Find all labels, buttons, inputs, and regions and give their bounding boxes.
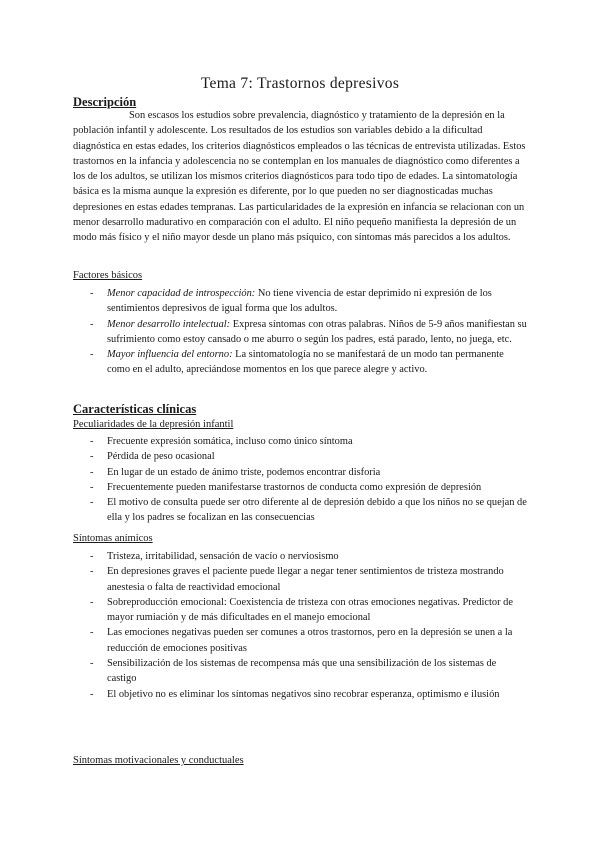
- list-item: [73, 625, 528, 656]
- dash-bullet: -: [90, 688, 94, 700]
- document-title: Tema 7: Trastornos depresivos: [200, 75, 400, 92]
- list-item: [73, 449, 528, 464]
- dash-bullet: -: [90, 436, 94, 447]
- list-item: [73, 656, 528, 687]
- list-item: [73, 465, 528, 480]
- dash-bullet: -: [90, 288, 94, 299]
- list-item: [73, 434, 528, 449]
- list-item-text: Las emociones negativas pueden ser comunes a otros trastornos, pero en la depresión se unen a la reducción de emociones positivas: [107, 627, 513, 654]
- subheading-animicos: Síntomas anímicos: [73, 533, 153, 544]
- list-item-text: Pérdida de peso ocasional: [107, 451, 215, 463]
- factor-term: Menor desarrollo intelectual:: [107, 318, 231, 330]
- list-item: [73, 317, 528, 348]
- peculiaridades-list: [73, 434, 528, 526]
- list-item: [73, 480, 528, 495]
- list-item-text: Tristeza, irritabilidad, sensación de vacío o nerviosismo: [107, 551, 339, 562]
- factores-list: [73, 286, 528, 378]
- section-heading-descripcion: Descripción: [73, 95, 137, 109]
- factor-term: Mayor influencia del entorno:: [107, 349, 233, 361]
- list-item: [73, 595, 528, 626]
- dash-bullet: -: [90, 481, 94, 493]
- list-item-text: Sensibilización de los sistemas de recompensa más que una sensibilización de los sistemas de castigo: [107, 658, 497, 685]
- factor-term: Menor capacidad de introspección:: [107, 288, 256, 299]
- section-heading-caracteristicas: Características clínicas: [73, 402, 197, 416]
- subheading-motivacionales: Síntomas motivacionales y conductuales: [73, 755, 244, 766]
- list-item: [73, 549, 528, 564]
- dash-bullet: -: [90, 497, 94, 509]
- list-item: [73, 286, 528, 317]
- descripcion-paragraph: Son escasos los estudios sobre prevalencia, diagnóstico y tratamiento de la depresión en la población infantil y adolescente. Los resultados de los estudios son variables debido a la dificultad diagnóstica en estas edades, los criterios diagnósticos empleados o las técnicas de entrevista utilizadas. Estos trastornos en la infancia y adolescencia no se contemplan en los manuales de diagnóstico como diferentes a los de los adultos, se utilizan los mismos criterios diagnósticos para todo tipo de edades. La sintomatología básica es la misma aunque la expresión es diferente, por lo que pueden no ser diagnosticadas muchas depresiones en estas edades tempranas. Las particularidades de la expresión en infancia se relacionan con un menor desarrollo madurativo en comparación con el adulto. El niño pequeño manifiesta la depresión de un modo más físico y el niño mayor desde un plano más psíquico, con síntomas más parecidos a los adultos.: [73, 110, 526, 244]
- list-item: [73, 564, 528, 595]
- dash-bullet: -: [90, 596, 94, 608]
- list-item: [73, 495, 528, 526]
- list-item-text: En depresiones graves el paciente puede llegar a negar tener sentimientos de tristeza mostrando anestesia o falta de reactividad emocional: [107, 566, 504, 593]
- subheading-factores: Factores básicos: [73, 270, 143, 281]
- factor-text: La sintomatología no se manifestará de un modo tan permanente como en el adulto, apreciándose momentos en los que parece alegre y activo.: [107, 349, 504, 376]
- dash-bullet: -: [90, 451, 94, 463]
- list-item: [73, 687, 528, 702]
- list-item-text: En lugar de un estado de ánimo triste, podemos encontrar disforia: [107, 466, 381, 478]
- dash-bullet: -: [90, 466, 94, 478]
- dash-bullet: -: [90, 566, 94, 578]
- list-item-text: Frecuentemente pueden manifestarse trastornos de conducta como expresión de depresión: [107, 481, 482, 493]
- dash-bullet: -: [90, 318, 94, 330]
- animicos-list: [73, 549, 528, 702]
- factor-text: Expresa síntomas con otras palabras. Niños de 5-9 años manifiestan su sufrimiento como estoy cansado o me aburro o según los padres, está parado, lento, no juega, etc.: [107, 318, 527, 345]
- list-item-text: El objetivo no es eliminar los síntomas negativos sino recobrar esperanza, optimismo e ilusión: [107, 688, 500, 700]
- subheading-peculiaridades: Peculiaridades de la depresión infantil: [73, 419, 234, 430]
- dash-bullet: -: [90, 349, 94, 361]
- dash-bullet: -: [90, 658, 94, 670]
- list-item: [73, 347, 528, 378]
- dash-bullet: -: [90, 627, 94, 639]
- list-item-text: Sobreproducción emocional: Coexistencia de tristeza con otras emociones negativas. Predictor de mayor rumiación y de más dificultades en el manejo emocional: [107, 596, 513, 624]
- factor-text: No tiene vivencia de estar deprimido ni expresión de los sentimientos depresivos de igual forma que los adultos.: [107, 288, 492, 315]
- list-item-text: Frecuente expresión somática, incluso como único síntoma: [107, 436, 353, 447]
- dash-bullet: -: [90, 551, 94, 562]
- list-item-text: El motivo de consulta puede ser otro diferente al de depresión debido a que los niños no se quejan de ella y los padres se focalizan en las consecuencias: [107, 497, 527, 524]
